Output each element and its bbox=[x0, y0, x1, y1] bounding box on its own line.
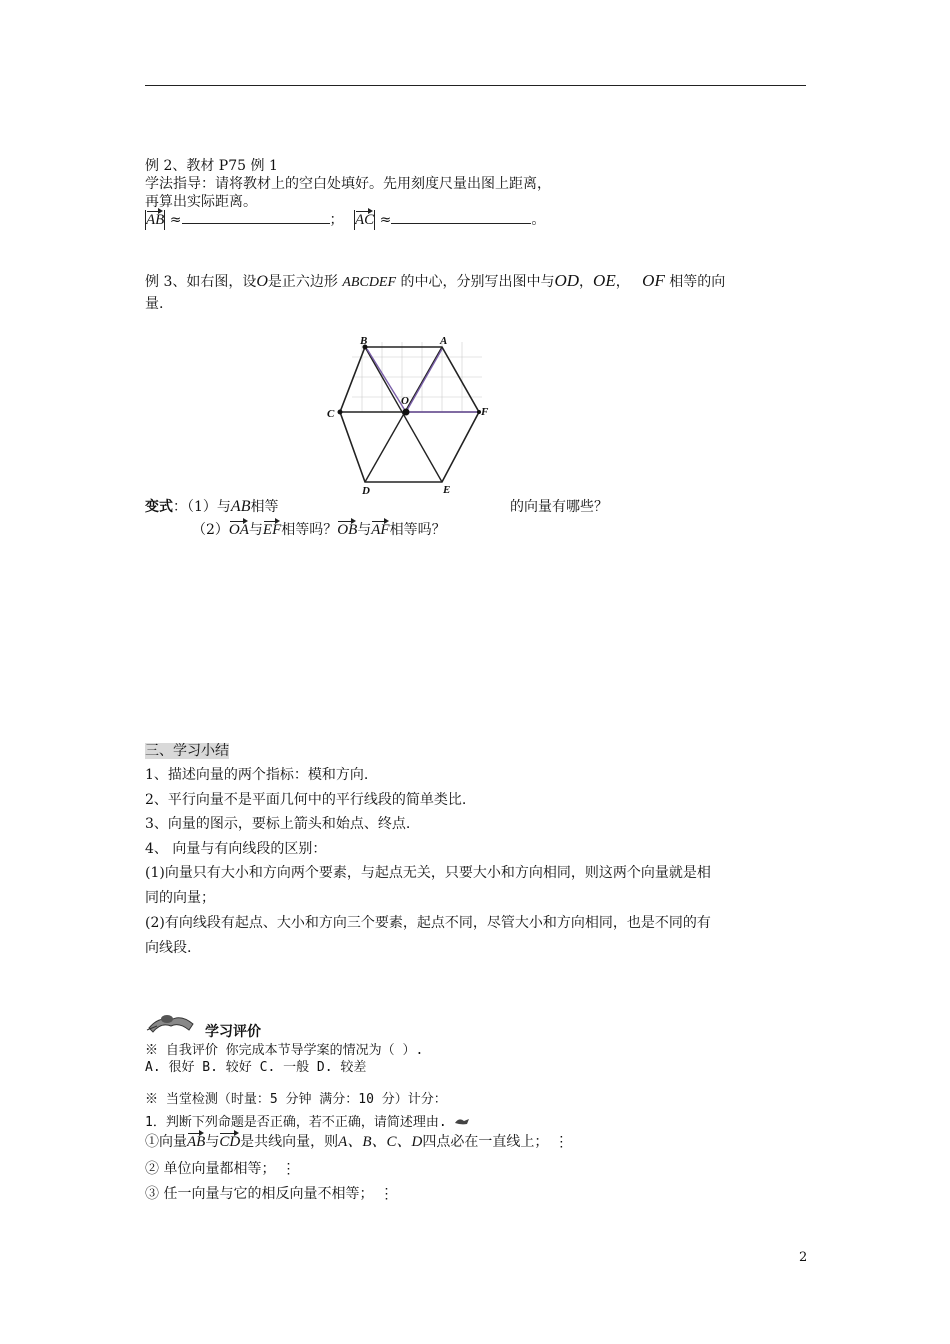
hexagon-figure bbox=[322, 332, 497, 497]
ex3-text-a: 例 3、如右图，设 bbox=[145, 274, 257, 290]
pencil-icon bbox=[454, 1116, 470, 1126]
summary-point-1b: 同的向量； bbox=[145, 890, 215, 906]
end-mark: 。 bbox=[531, 212, 546, 228]
vector-cd: CD bbox=[219, 1130, 240, 1151]
blank-ab-distance[interactable] bbox=[182, 211, 330, 224]
header-rule bbox=[145, 85, 806, 86]
variant-q1-a: （1）与 bbox=[187, 499, 231, 515]
summary-point-1a: (1)向量只有大小和方向两个要素，与起点无关，只要大小和方向相同，则这两个向量就是相 bbox=[145, 865, 711, 881]
summary-item-3: 3、向量的图示，要标上箭头和始点、终点. bbox=[145, 816, 411, 832]
prop1-a: ①向量 bbox=[145, 1134, 187, 1150]
hexagon-diagonals bbox=[340, 347, 479, 482]
vector-ab-q1: AB bbox=[230, 498, 251, 515]
vector-ef: EF bbox=[263, 518, 281, 539]
blank-ac-distance[interactable] bbox=[391, 211, 531, 224]
ex2-guide-line2: 再算出实际距离。 bbox=[145, 194, 257, 210]
ex3-line1 bbox=[145, 271, 725, 291]
vector-ob: OB bbox=[337, 518, 357, 539]
label-e: E bbox=[443, 484, 451, 496]
ex2-guide-line1: 学法指导：请将教材上的空白处填好。先用刻度尺量出图上距离， bbox=[145, 176, 551, 192]
abs-bar bbox=[374, 210, 375, 230]
summary-item-1: 1、描述向量的两个指标：模和方向. bbox=[145, 767, 369, 783]
ex3-text-c: 的中心，分别写出图中与 bbox=[400, 274, 555, 290]
label-f: F bbox=[481, 406, 489, 418]
vector-of: OF bbox=[642, 271, 665, 290]
variant-q2-a: （2） bbox=[192, 522, 229, 538]
word-and: 与 bbox=[205, 1134, 220, 1150]
ex2-title: 例 2、教材 P75 例 1 bbox=[145, 158, 278, 174]
figure-grid bbox=[352, 342, 482, 412]
approx-sign: ≈ bbox=[379, 212, 392, 228]
summary-point-2b: 向线段. bbox=[145, 940, 192, 956]
variant-label: 变式 bbox=[145, 499, 173, 515]
class-test: ※ 当堂检测（时量：5 分钟 满分：10 分）计分： bbox=[145, 1092, 447, 1107]
prop3-text: ③ 任一向量与它的相反向量不相等； bbox=[145, 1186, 374, 1202]
proposition-3 bbox=[145, 1183, 393, 1203]
vertex-c-dot bbox=[338, 410, 343, 415]
self-evaluation: ※ 自我评价 你完成本节导学案的情况为（ ）. bbox=[145, 1043, 424, 1058]
hexagon-outline bbox=[340, 347, 479, 482]
point-o: O bbox=[256, 273, 268, 290]
vector-af: AF bbox=[371, 518, 389, 539]
reading-icon bbox=[145, 1010, 197, 1034]
summary-heading bbox=[145, 740, 229, 760]
approx-sign: ≈ bbox=[169, 212, 182, 228]
ex3-text-b: 是正六边形 bbox=[267, 274, 338, 290]
hexagon-name: ABCDEF bbox=[342, 275, 397, 290]
vertical-ellipsis: ⋮ bbox=[554, 1134, 569, 1150]
summary-heading-text: 三、学习小结 bbox=[145, 743, 229, 759]
evaluation-options: A. 很好 B. 较好 C. 一般 D. 较差 bbox=[145, 1060, 367, 1075]
variant-q1-b: 相等 bbox=[250, 499, 279, 515]
label-b: B bbox=[360, 335, 368, 347]
abs-bar bbox=[164, 210, 165, 230]
prop2-text: ② 单位向量都相等； bbox=[145, 1161, 276, 1177]
vector-oe: OE bbox=[593, 271, 616, 290]
evaluation-heading: 学习评价 bbox=[205, 1024, 261, 1040]
points-abcd: A、B、C、D bbox=[338, 1134, 423, 1150]
summary-item-2: 2、平行向量不是平面几何中的平行线段的简单类比. bbox=[145, 792, 467, 808]
prop1-e: 四点必在一直线上； bbox=[422, 1134, 549, 1150]
ex2-answer-line bbox=[145, 208, 545, 230]
variant-q1 bbox=[145, 496, 278, 516]
variant-q1-end: 的向量有哪些？ bbox=[510, 499, 608, 515]
center-point bbox=[403, 409, 410, 416]
vector-od: OD bbox=[554, 271, 580, 290]
question-1 bbox=[145, 1111, 470, 1130]
page-number: 2 bbox=[799, 1250, 808, 1265]
ex3-line2: 量. bbox=[145, 296, 164, 312]
word-and: 与 bbox=[248, 522, 263, 538]
proposition-1 bbox=[145, 1130, 568, 1151]
vector-ab: AB bbox=[146, 208, 164, 229]
comma: ， bbox=[615, 274, 630, 290]
vertical-ellipsis: ⋮ bbox=[379, 1186, 394, 1202]
label-c: C bbox=[327, 408, 335, 420]
question-1-text: 1．判断下列命题是否正确，若不正确，请简述理由. bbox=[145, 1115, 447, 1130]
proposition-2 bbox=[145, 1158, 295, 1178]
vector-oa: OA bbox=[229, 518, 249, 539]
summary-point-2a: (2)有向线段有起点、大小和方向三个要素，起点不同，尽管大小和方向相同，也是不同的有 bbox=[145, 915, 711, 931]
variant-colon: ： bbox=[173, 499, 187, 515]
variant-q2 bbox=[192, 518, 446, 539]
summary-item-4: 4、 向量与有向线段的区别： bbox=[145, 841, 327, 857]
prop1-c: 是共线向量，则 bbox=[240, 1134, 339, 1150]
label-d: D bbox=[362, 485, 370, 497]
label-o: O bbox=[401, 395, 409, 407]
ex3-text-d: 相等的向 bbox=[669, 274, 726, 290]
separator: ； bbox=[329, 212, 344, 228]
word-and: 与 bbox=[357, 522, 372, 538]
vector-ab-p1: AB bbox=[187, 1130, 205, 1151]
comma: ， bbox=[579, 274, 594, 290]
label-a: A bbox=[440, 335, 448, 347]
vector-ac: AC bbox=[355, 208, 374, 229]
variant-q2-c: 相等吗？ bbox=[281, 522, 338, 538]
vertical-ellipsis: ⋮ bbox=[281, 1161, 296, 1177]
variant-q2-e: 相等吗？ bbox=[389, 522, 446, 538]
